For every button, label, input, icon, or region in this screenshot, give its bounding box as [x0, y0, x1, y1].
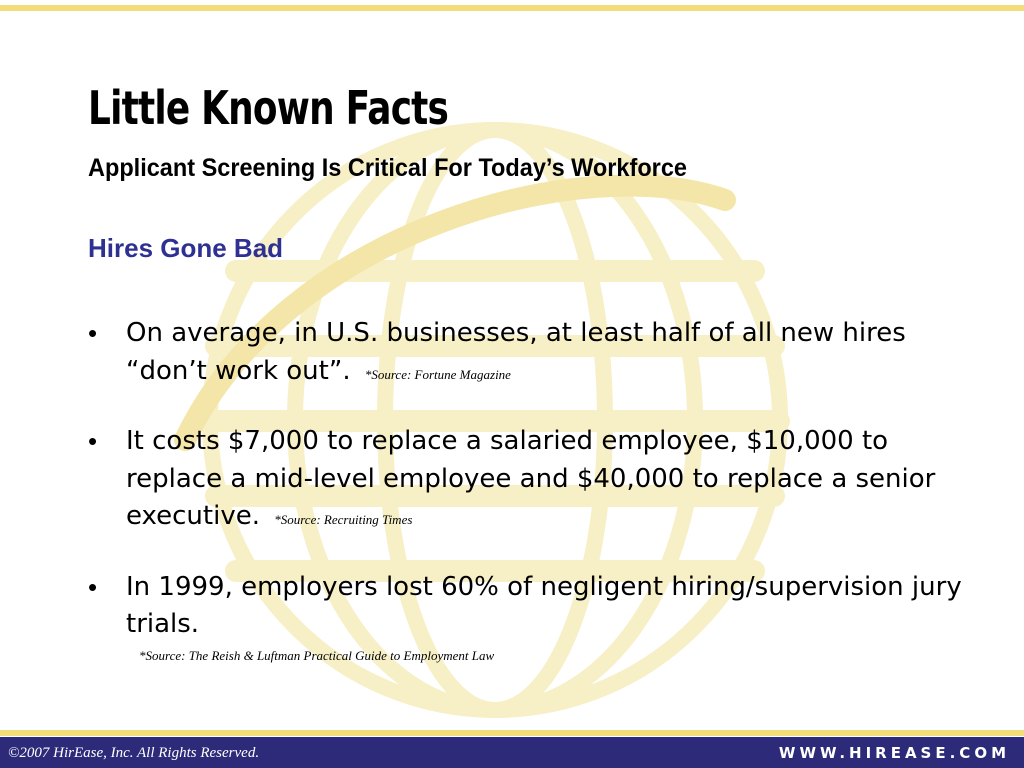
source-citation: *Source: Fortune Magazine	[364, 366, 511, 382]
fact-bullet-jury-trials	[88, 569, 968, 644]
section-heading: Hires Gone Bad	[88, 233, 284, 263]
bullet-marker: •	[88, 318, 98, 348]
footer-copyright: ©2007 HirEase, Inc. All Rights Reserved.	[8, 745, 260, 761]
source-citation: *Source: Recruiting Times	[274, 512, 413, 527]
footer-yellow-rule	[0, 730, 1024, 736]
bullet-marker: •	[88, 571, 98, 602]
slide-subtitle: Applicant Screening Is Critical For Today’s Workforce	[88, 154, 687, 182]
fact-text: It costs $7,000 to replace a salaried employee, $10,000 to replace a mid-level employee and $40,000 to replace a senior executive.	[126, 426, 936, 531]
fact-bullet-average-hires	[88, 315, 968, 390]
slide-title: Little Known Facts	[88, 81, 449, 135]
source-citation: *Source: The Reish & Luftman Practical Guide to Employment Law	[139, 648, 495, 663]
top-yellow-rule	[0, 5, 1024, 11]
fact-bullet-replacement-cost	[88, 423, 968, 536]
fact-text: In 1999, employers lost 60% of negligent hiring/supervision jury trials.	[126, 571, 962, 639]
bullet-marker: •	[88, 426, 98, 456]
fact-text: On average, in U.S. businesses, at least half of all new hires “don’t work out”.	[126, 318, 906, 386]
fact-list	[88, 315, 968, 644]
footer-website: WWW.HIREASE.COM	[778, 744, 1010, 762]
